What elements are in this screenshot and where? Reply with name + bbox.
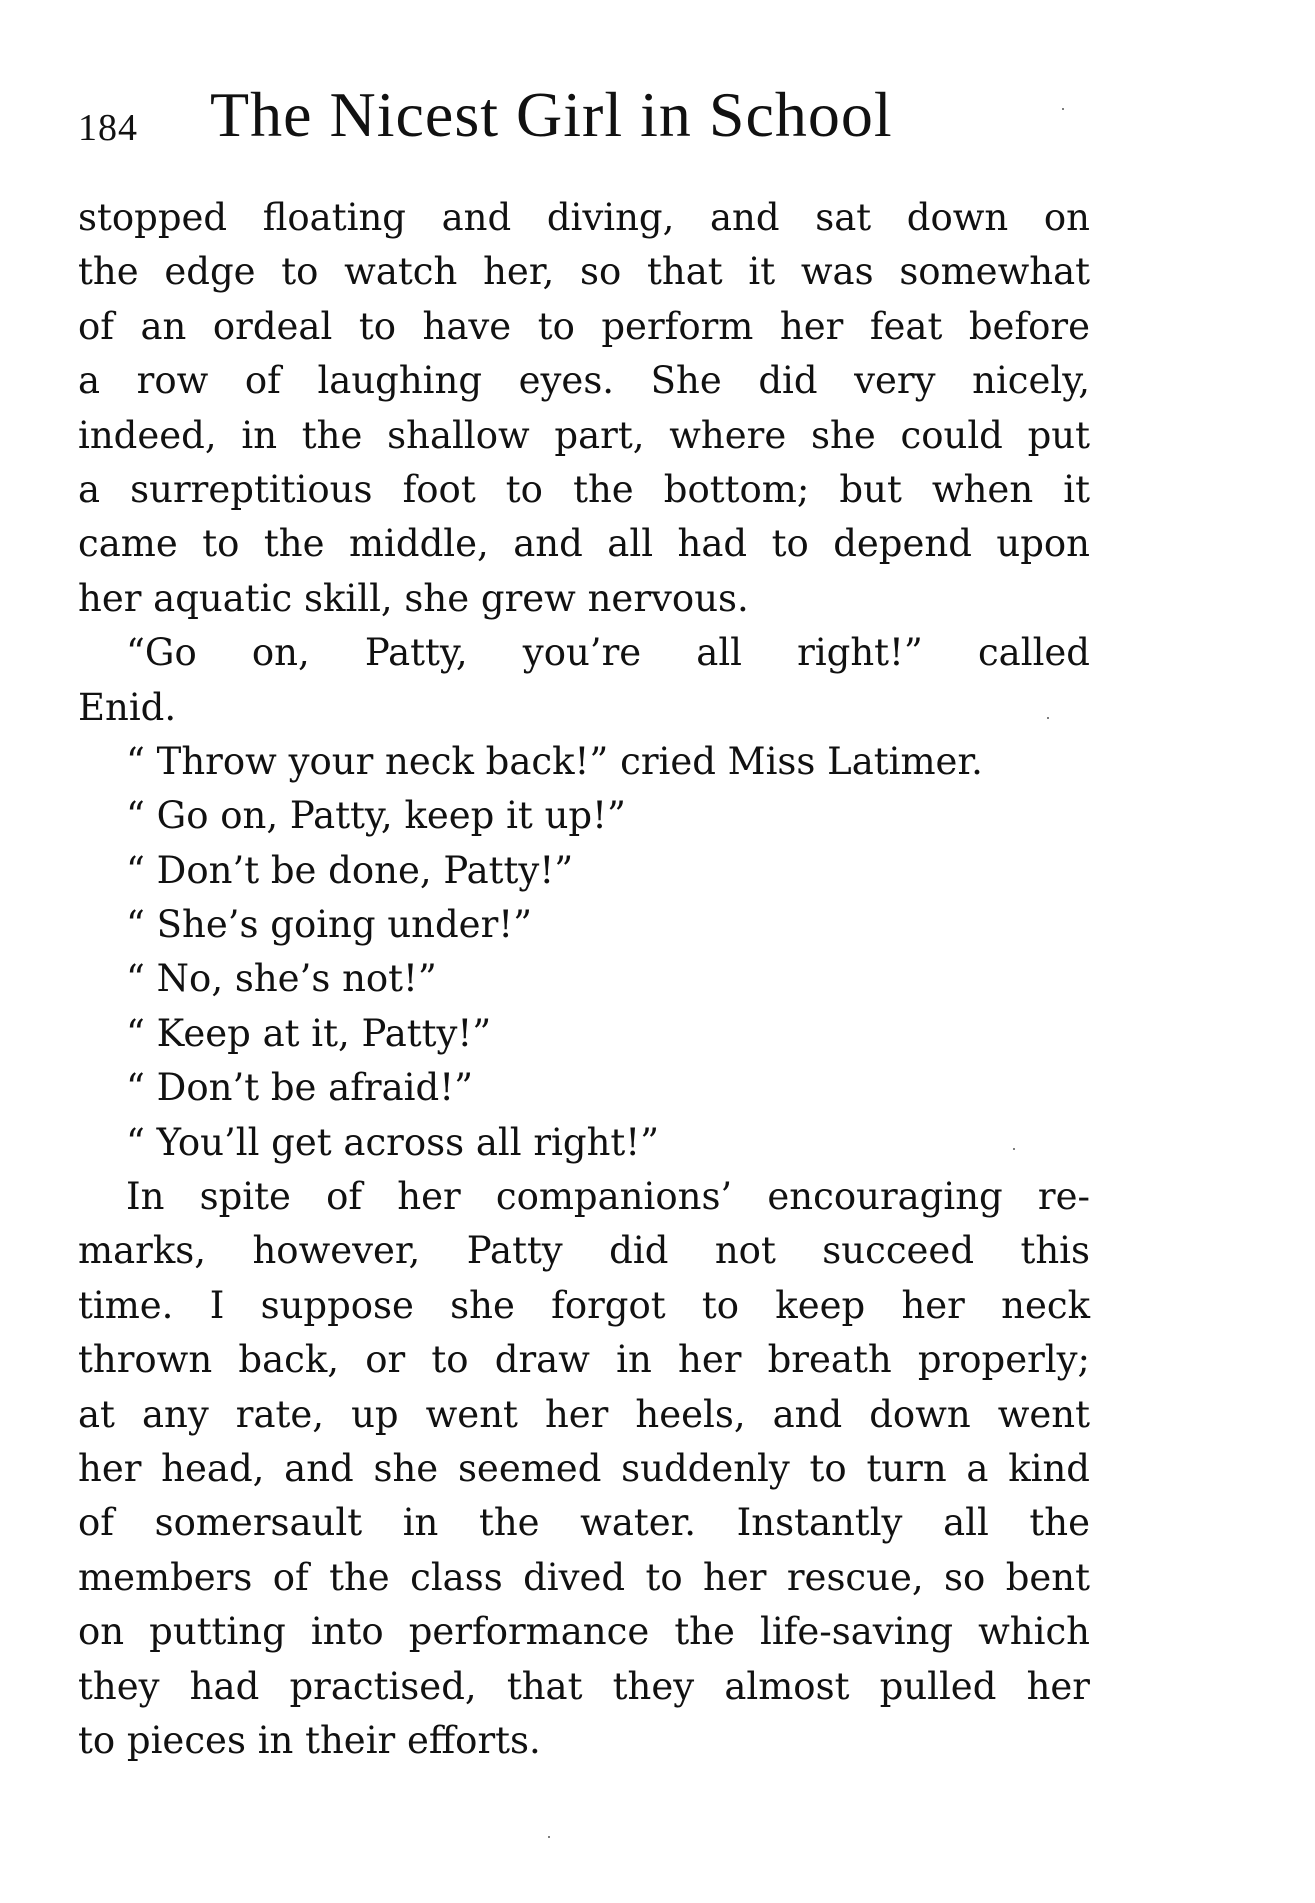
text-line: marks, however, Patty did not succeed this	[78, 1229, 1090, 1273]
text-line: In spite of her companions’ encouraging re-	[126, 1175, 1090, 1219]
text-line: they had practised, that they almost pulled her	[78, 1664, 1090, 1708]
page-number: 184	[78, 107, 138, 149]
text-line: the edge to watch her, so that it was somewhat	[78, 250, 1090, 294]
text-line: thrown back, or to draw in her breath properly;	[78, 1338, 1090, 1382]
text-line: a surreptitious foot to the bottom; but when it	[78, 467, 1090, 511]
text-line: her head, and she seemed suddenly to turn a kind	[78, 1446, 1090, 1490]
scan-speck	[1013, 1148, 1015, 1150]
text-line: members of the class dived to her rescue, so bent	[78, 1555, 1090, 1599]
text-line: “ Throw your neck back!” cried Miss Latimer.	[126, 739, 983, 783]
text-line: time. I suppose she forgot to keep her neck	[78, 1283, 1090, 1327]
text-line: a row of laughing eyes. She did very nicely,	[78, 359, 1090, 403]
text-line: at any rate, up went her heels, and down went	[78, 1392, 1090, 1436]
text-line: “ Go on, Patty, keep it up!”	[126, 794, 626, 838]
scan-speck	[548, 1836, 550, 1838]
text-line: Enid.	[78, 685, 177, 729]
text-line: “ You’ll get across all right!”	[126, 1120, 660, 1164]
text-line: of an ordeal to have to perform her feat before	[78, 304, 1090, 348]
text-line: of somersault in the water. Instantly all the	[78, 1501, 1090, 1545]
text-line: stopped floating and diving, and sat down on	[78, 196, 1090, 239]
running-title: The Nicest Girl in School	[210, 79, 893, 150]
text-line: “ Keep at it, Patty!”	[126, 1011, 492, 1055]
text-line: came to the middle, and all had to depend upon	[78, 522, 1090, 566]
text-line: her aquatic skill, she grew nervous.	[78, 576, 749, 620]
text-line: “ Don’t be done, Patty!”	[126, 848, 574, 892]
text-line: to pieces in their efforts.	[78, 1718, 541, 1762]
text-line: “ No, she’s not!”	[126, 957, 437, 1001]
body-text	[78, 191, 1090, 1768]
scan-speck	[1062, 108, 1064, 110]
text-line: “ She’s going under!”	[126, 903, 533, 947]
text-line: “Go on, Patty, you’re all right!” called	[126, 631, 1090, 675]
text-line: “ Don’t be afraid!”	[126, 1066, 473, 1110]
page-header	[78, 78, 1088, 168]
text-line: on putting into performance the life-saving which	[78, 1610, 1090, 1654]
text-line: indeed, in the shallow part, where she could put	[78, 413, 1090, 457]
scan-speck	[1047, 717, 1049, 719]
